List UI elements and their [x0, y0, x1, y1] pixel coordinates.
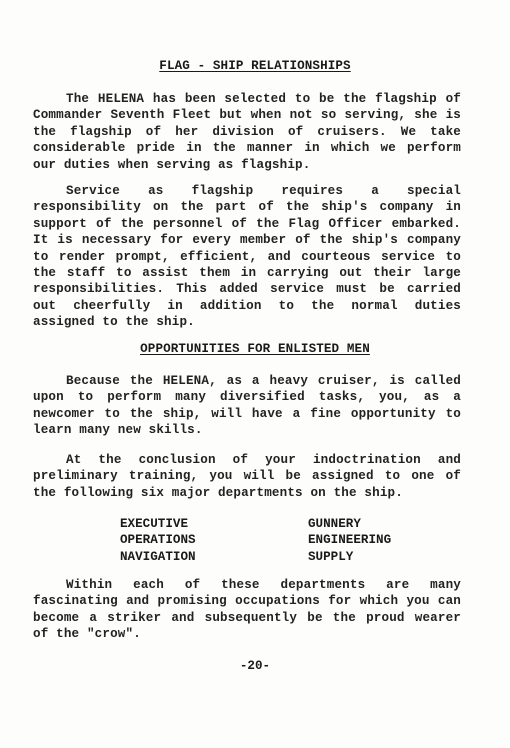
department-item: EXECUTIVE: [120, 517, 189, 531]
paragraph-indoctrination: At the conclusion of your indoctrination and preliminary training, you will be assigned to one of the following six major departments on the ship.: [33, 453, 461, 500]
departments-left-column: [120, 516, 196, 565]
paragraph-heavy-cruiser: Because the HELENA, as a heavy cruiser, is called upon to perform many diversified tasks, you, as a newcomer to the ship, will have a fine opportunity to learn many new skills.: [33, 374, 461, 438]
department-item: NAVIGATION: [120, 549, 196, 564]
department-item: SUPPLY: [308, 549, 354, 564]
paragraph-flagship-selection: The HELENA has been selected to be the flagship of Commander Seventh Fleet but when not so serving, she is the flagship of her division of cruisers. We take considerable pride in the manner in which we perform our duties when serving as flagship.: [33, 92, 461, 172]
paragraph-flagship-service: Service as flagship requires a special responsibility on the part of the ship's company in support of the personnel of the Flag Officer embarked. It is necessary for every member of the ship's company to render prompt, efficient, and courteous service to the staff to assist them in carrying out their large responsibilities. This added service must be carried out cheerfully in addition to the normal duties assigned to the ship.: [33, 184, 461, 330]
heading-opportunities-enlisted-men: OPPORTUNITIES FOR ENLISTED MEN: [140, 342, 370, 356]
page-number: -20-: [239, 659, 271, 673]
department-item: OPERATIONS: [120, 533, 196, 548]
department-item: GUNNERY: [308, 517, 361, 531]
departments-right-column: [308, 516, 391, 565]
paragraph-occupations: Within each of these departments are many fascinating and promising occupations for which you can become a striker and subsequently be the proud wearer of the "crow".: [33, 578, 461, 642]
department-item: ENGINEERING: [308, 533, 392, 548]
heading-flag-ship-relationships: FLAG - SHIP RELATIONSHIPS: [159, 59, 351, 73]
